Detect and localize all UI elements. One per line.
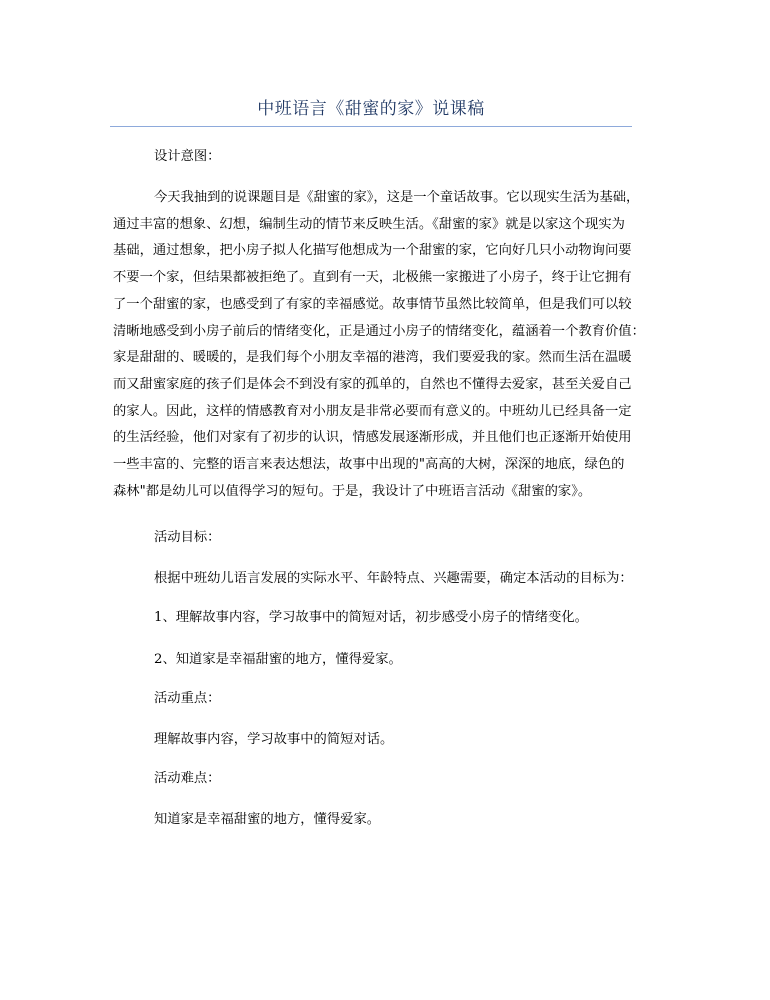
- paragraph-line: 的家人。因此，这样的情感教育对小朋友是非常必要而有意义的。中班幼儿已经具备一定: [113, 403, 632, 419]
- document-title: 中班语言《甜蜜的家》说课稿: [257, 99, 485, 119]
- goals-intro: 根据中班幼儿语言发展的实际水平、年龄特点、兴趣需要，确定本活动的目标为：: [154, 571, 633, 586]
- design-paragraph: [113, 185, 659, 505]
- paragraph-line: 森林"都是幼儿可以值得学习的短句。于是，我设计了中班语言活动《甜蜜的家》。: [113, 483, 592, 499]
- goal-text: 知道家是幸福甜蜜的地方，懂得爱家。: [175, 652, 402, 667]
- paragraph-line: 通过丰富的想象、幻想，编制生动的情节来反映生活。《甜蜜的家》就是以家这个现实为: [113, 216, 625, 232]
- paragraph-line: 了一个甜蜜的家，也感受到了有家的幸福感觉。故事情节虽然比较简单，但是我们可以较: [113, 296, 632, 312]
- goal-item-2: [113, 647, 700, 674]
- paragraph-line: 不要一个家，但结果都被拒绝了。直到有一天，北极熊一家搬进了小房子，终于让它拥有: [113, 270, 632, 286]
- difficulty-text: 知道家是幸福甜蜜的地方，懂得爱家。: [154, 812, 381, 827]
- key-text: 理解故事内容，学习故事中的简短对话。: [154, 732, 394, 747]
- design-heading: 设计意图：: [154, 149, 221, 164]
- paragraph-line: 清晰地感受到小房子前后的情绪变化，正是通过小房子的情绪变化，蕴涵着一个教育价值：: [113, 323, 645, 339]
- goal-text: 理解故事内容，学习故事中的简短对话，初步感受小房子的情绪变化。: [175, 610, 588, 625]
- title-underline: [110, 126, 632, 127]
- paragraph-line: 今天我抽到的说课题目是《甜蜜的家》，这是一个童话故事。它以现实生活为基础，: [154, 190, 640, 205]
- paragraph-line: 基础，通过想象，把小房子拟人化描写他想成为一个甜蜜的家，它向好几只小动物询问要: [113, 243, 632, 259]
- difficulty-heading: 活动难点：: [154, 771, 221, 786]
- goal-item-1: [113, 605, 700, 632]
- goal-number: 2、: [154, 652, 176, 667]
- paragraph-line: 的生活经验，他们对家有了初步的认识，情感发展逐渐形成，并且他们也正逐渐开始使用: [113, 430, 632, 446]
- goal-number: 1、: [154, 610, 176, 625]
- paragraph-line: 而又甜蜜家庭的孩子们是体会不到没有家的孤单的，自然也不懂得去爱家，甚至关爱自己: [113, 376, 632, 392]
- paragraph-line: 家是甜甜的、暖暖的，是我们每个小朋友幸福的港湾，我们要爱我的家。然而生活在温暖: [113, 350, 632, 366]
- key-heading: 活动重点：: [154, 691, 221, 706]
- paragraph-line: 一些丰富的、完整的语言来表达想法，故事中出现的"高高的大树，深深的地底，绿色的: [113, 457, 625, 473]
- goals-heading: 活动目标：: [154, 530, 221, 545]
